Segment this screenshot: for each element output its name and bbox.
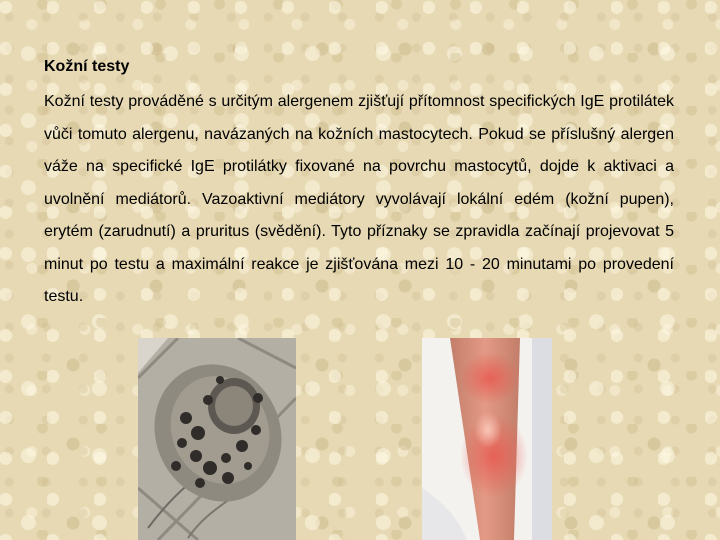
skin-test-arm-photo-icon — [422, 338, 552, 540]
slide-body-text: Kožní testy prováděné s určitým alergenem zjišťují přítomnost specifických IgE protilátek vůči tomuto alergenu, navázaných na kožních mastocytech. Pokud se příslušný alergen váže na specifické IgE protilátky fixované na povrchu mastocytů, dojde k aktivaci a uvolnění mediátorů. Vazoaktivní mediátory vyvolávají lokální edém (kožní pupen), erytém (zarudnutí) a pruritus (svědění). Tyto příznaky se zpravidla začínají projevovat 5 minut po testu a maximální reakce je zjišťována mezi 10 - 20 minutami po provedení testu. — [44, 93, 674, 305]
slide-heading: Kožní testy — [44, 58, 130, 75]
mast-cell-micrograph-icon — [138, 338, 296, 540]
